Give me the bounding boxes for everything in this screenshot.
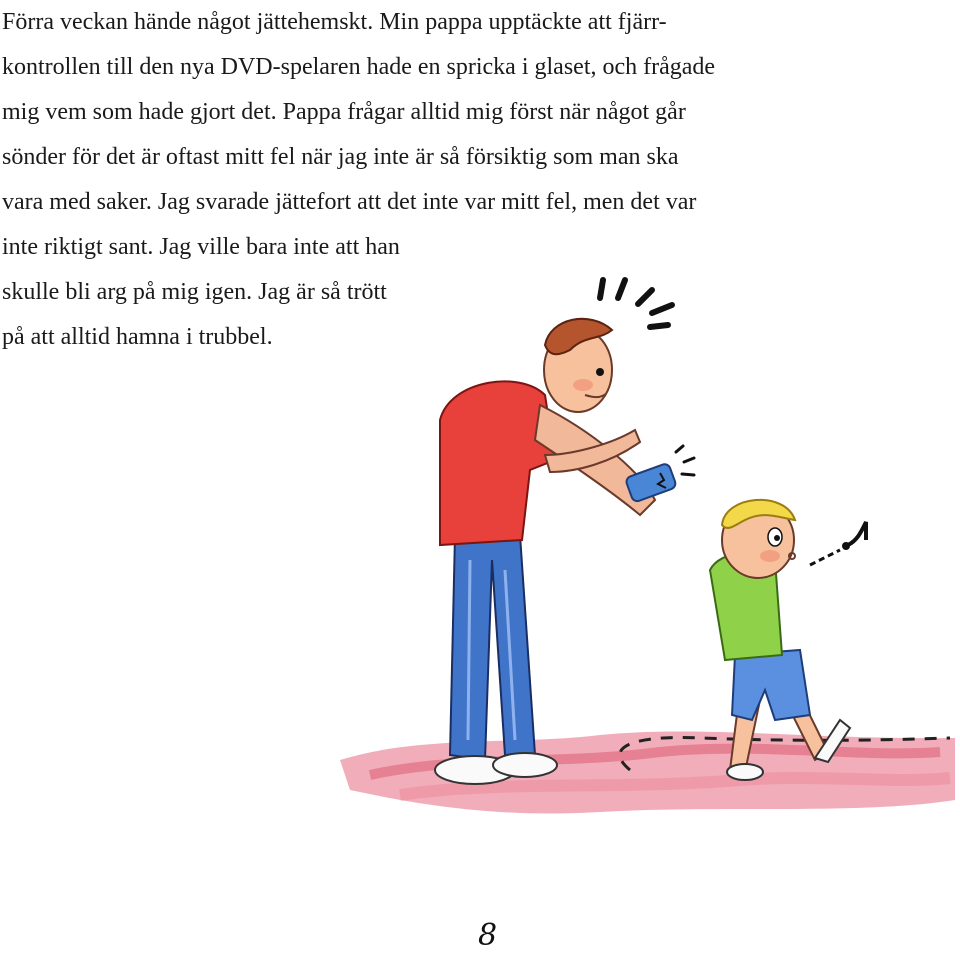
floor-shadow <box>340 732 955 814</box>
surprise-marks <box>600 280 672 327</box>
story-line: sönder för det är oftast mitt fel när jag inte är så försiktig som man ska <box>2 144 679 170</box>
page-number: 8 <box>478 918 498 953</box>
story-line: skulle bli arg på mig igen. Jag är så trött <box>2 279 387 305</box>
story-illustration <box>330 268 960 828</box>
story-line: Förra veckan hände något jättehemskt. Min pappa upptäckte att fjärr- <box>2 9 667 35</box>
story-line: vara med saker. Jag svarade jättefort att det inte var mitt fel, men det var <box>2 189 697 215</box>
story-line: mig vem som hade gjort det. Pappa frågar alltid mig först när något går <box>2 99 686 125</box>
father-figure <box>435 319 694 784</box>
story-line: inte riktigt sant. Jag ville bara inte att han <box>2 234 400 260</box>
story-line: på att alltid hamna i trubbel. <box>2 324 273 350</box>
story-line: kontrollen till den nya DVD-spelaren hade en spricka i glaset, och frågade <box>2 54 716 80</box>
